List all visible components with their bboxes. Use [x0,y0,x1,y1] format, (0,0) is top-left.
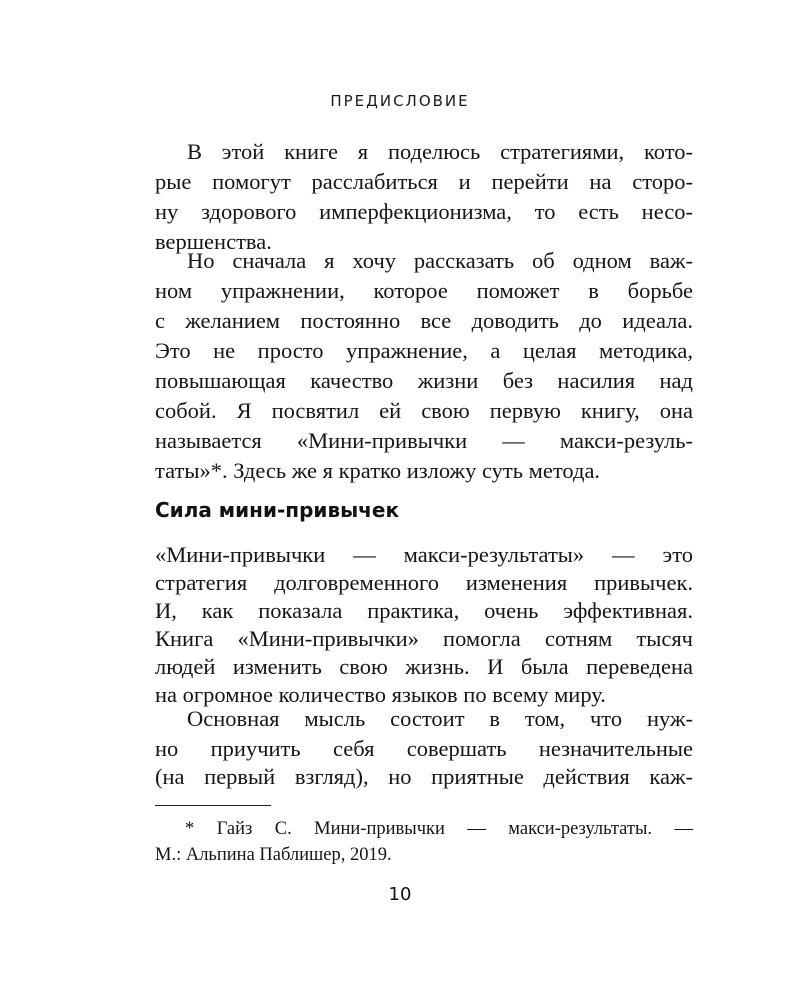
footnote-divider [155,805,271,806]
paragraph-line: с желанием постоянно все доводить до идеала. [155,308,693,333]
footnote-line: М.: Альпина Паблишер, 2019. [155,845,392,865]
paragraph-line: Это не просто упражнение, а целая методика, [155,338,693,363]
paragraph-line: Основная мысль состоит в том, что нуж- [187,706,693,731]
paragraph-line: (на первый взгляд), но приятные действия каж- [155,764,693,789]
footnote-line: * Гайз С. Мини-привычки — макси-результаты. — [185,819,693,839]
paragraph-line: вершенства. [155,229,272,254]
paragraph-line: Но сначала я хочу рассказать об одном важ- [187,248,693,273]
paragraph-line: Книга «Мини-привычки» помогла сотням тысяч [155,626,693,651]
paragraph-line: людей изменить свою жизнь. И была переведена [155,654,693,679]
section-heading: Сила мини-привычек [155,498,400,522]
paragraph-line: И, как показала практика, очень эффективная. [155,598,693,623]
page-number: 10 [388,884,412,905]
paragraph-line: ну здорового имперфекционизма, то есть несо- [155,199,693,224]
paragraph-line: В этой книге я поделюсь стратегиями, кото- [187,139,693,164]
paragraph-line: «Мини-привычки — макси-результаты» — это [155,542,693,567]
paragraph-line: повышающая качество жизни без насилия над [155,368,693,393]
paragraph-line: но приучить себя совершать незначительные [155,736,693,761]
paragraph-line: на огромное количество языков по всему миру. [155,682,606,707]
paragraph-line: рые помогут расслабиться и перейти на сторо- [155,169,693,194]
paragraph-line: собой. Я посвятил ей свою первую книгу, она [155,398,693,423]
paragraph-line: таты»*. Здесь же я кратко изложу суть метода. [155,458,601,483]
running-head: ПРЕДИСЛОВИЕ [330,92,470,110]
paragraph-line: называется «Мини-привычки — макси-резуль- [155,428,693,453]
paragraph-line: ном упражнении, которое поможет в борьбе [155,278,693,303]
paragraph-line: стратегия долговременного изменения привычек. [155,570,693,595]
